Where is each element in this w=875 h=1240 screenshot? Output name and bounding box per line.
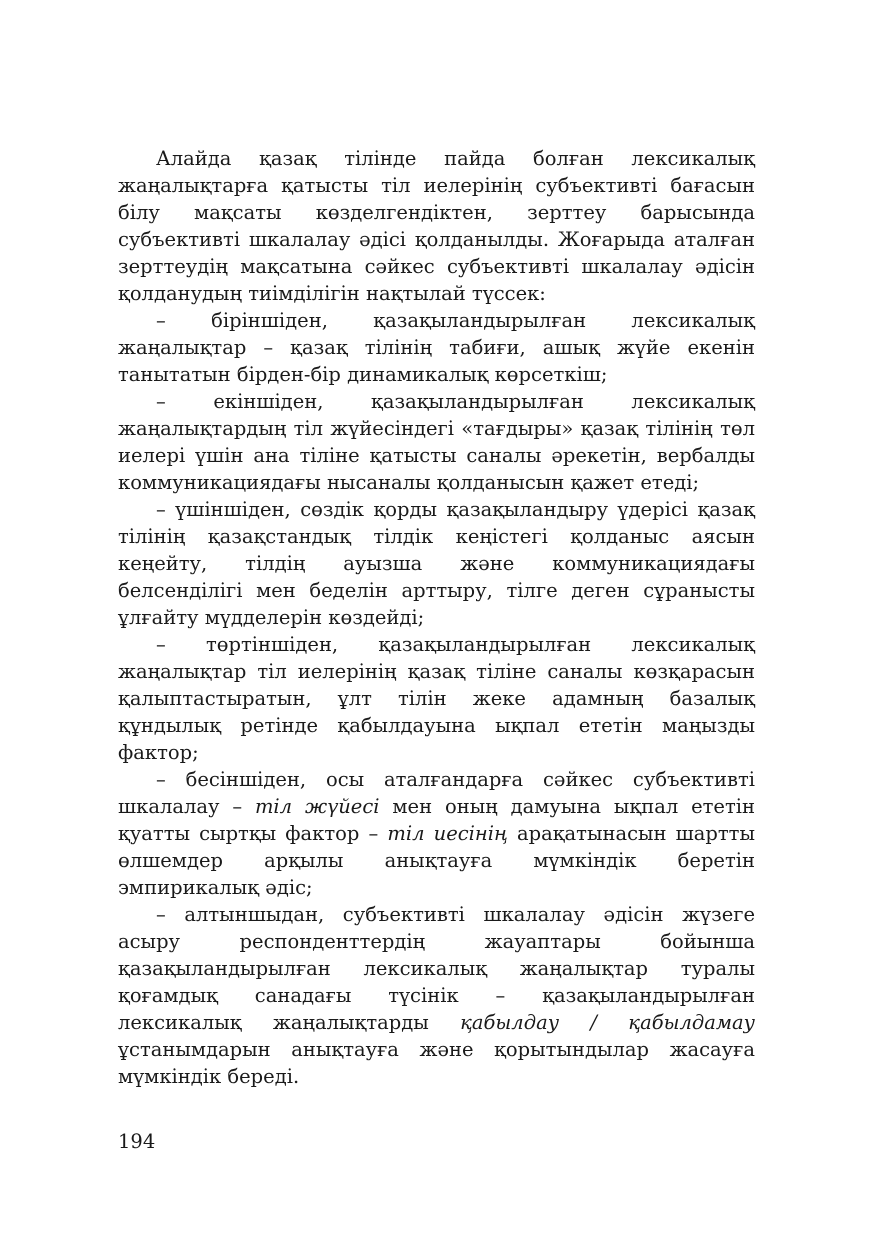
paragraph-intro: Алайда қазақ тілінде пайда болған лексикалық жаңалықтарға қатысты тіл иелерінің субъективті бағасын білу мақсаты көзделгендіктен, зерттеу барысында субъективті шкалалау әдісі қолданылды. Жоғарыда аталған зерттеудің мақсатына сәйкес субъективті шкалалау әдісін қолданудың тиімділігін нақтылай түссек: (118, 147, 755, 305)
paragraph-fifth (118, 766, 755, 901)
paragraph-sixth (118, 901, 755, 1090)
italic-term-language-system: тіл жүйесі (254, 795, 380, 818)
italic-term-language-owner: тіл иесінің (387, 822, 508, 845)
page-number: 194 (118, 1130, 156, 1153)
paragraph-fourth: – төртіншіден, қазақыландырылған лексикалық жаңалықтар тіл иелерінің қазақ тіліне саналы көзқарасын қалыптастыратын, ұлт тілін жеке адамның базалық құндылық ретінде қабылдауына ықпал ететін маңызды фактор; (118, 633, 755, 764)
paragraph-second: – екіншіден, қазақыландырылған лексикалық жаңалықтардың тіл жүйесіндегі «тағдыры» қазақ тілінің төл иелері үшін ана тіліне қатысты саналы әрекетін, вербалды коммуникациядағы нысаналы қолданысын қажет етеді; (118, 390, 755, 494)
paragraph-sixth-text-2: ұстанымдарын анықтауға және қорытындылар жасауға мүмкіндік береді. (118, 1038, 755, 1088)
paragraph-fifth-text-1: – бесіншіден, осы аталғандарға сәйкес субъективті шкалалау – (118, 768, 755, 818)
paragraph-fifth-text-3: арақатынасын шартты өлшемдер арқылы анықтауға мүмкіндік беретін эмпирикалық әдіс; (118, 822, 755, 899)
italic-term-accept-reject: қабылдау / қабылдамау (460, 1011, 755, 1034)
paragraph-sixth-text-1: – алтыншыдан, субъективті шкалалау әдісін жүзеге асыру респонденттердің жауаптары бойынша қазақыландырылған лексикалық жаңалықтар туралы қоғамдық санадағы түсінік – қазақыландырылған лексикалық жаңалықтарды (118, 903, 755, 1034)
body-text (118, 145, 755, 1090)
paragraph-third: – үшіншіден, сөздік қорды қазақыландыру үдерісі қазақ тілінің қазақстандық тілдік кеңістегі қолданыс аясын кеңейту, тілдің ауызша және коммуникациядағы белсенділігі мен беделін арттыру, тілге деген сұранысты ұлғайту мүдделерін көздейді; (118, 498, 755, 629)
paragraph-fifth-text-2: мен оның дамуына ықпал ететін қуатты сыртқы фактор – (118, 795, 755, 845)
paragraph-first: – біріншіден, қазақыландырылған лексикалық жаңалықтар – қазақ тілінің табиғи, ашық жүйе екенін танытатын бірден-бір динамикалық көрсеткіш; (118, 309, 755, 386)
